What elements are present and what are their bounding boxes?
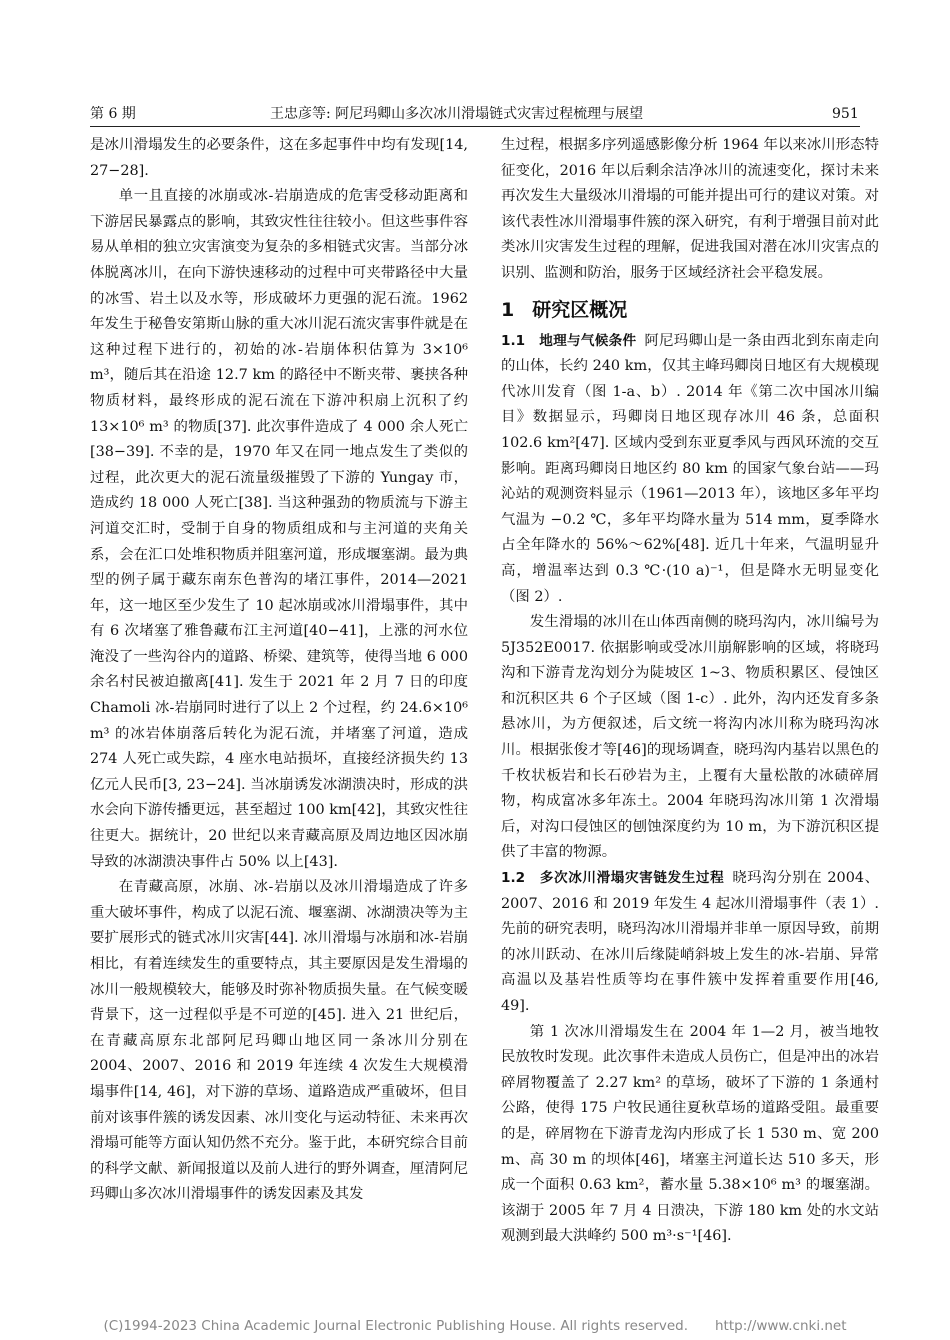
subsection-1-1 xyxy=(501,329,879,611)
subsection-1-2-heading: 1.2 多次冰川滑塌灾害链发生过程 xyxy=(501,870,725,887)
copyright-footer: (C)1994-2023 China Academic Journal Electronic Publishing House. All rights reserved. http://www.cnki.net xyxy=(103,1318,847,1334)
paragraph-right-3: 第 1 次冰川滑塌发生在 2004 年 1—2 月，被当地牧民放牧时发现。此次事件未造成人员伤亡，但是冲出的冰岩碎屑物覆盖了 2.27 km² 的草场，破坏了下游的 1 条通村公路，使得 175 户牧民通往夏秋草场的道路受阻。最重要的是，碎屑物在下游青龙沟内形成了长 1 530 m、宽 200 m、高 30 m 的坝体[46]，堵塞主河道长达 510 多天，形成一个面积 0.63 km²，蓄水量 5.38×10⁶ m³ 的堰塞湖。该湖于 2005 年 7 月 4 日溃决，下游 180 km 处的水文站观测到最大洪峰约 500 m³·s⁻¹[46]. xyxy=(501,1023,879,1245)
paragraph-left-1: 是冰川滑塌发生的必要条件，这在多起事件中均有发现[14, 27−28]. xyxy=(90,137,468,179)
journal-issue: 第 6 期 xyxy=(90,106,136,122)
right-column xyxy=(501,133,879,1250)
subsection-1-2 xyxy=(501,866,879,1020)
subsection-1-2-text: 晓玛沟分别在 2004、2007、2016 和 2019 年发生 4 起冰川滑塌事件（表 1）. 先前的研究表明，晓玛沟冰川滑塌并非单一原因导致，前期的冰川跃动、在冰川后缘陡峭斜坡上发生的冰-岩崩、异常高温以及基岩性质等均在事件簇中发挥着重要作用[46, 49]. xyxy=(501,870,879,1014)
left-column xyxy=(90,133,468,1208)
paragraph-left-2: 单一且直接的冰崩或冰-岩崩造成的危害受移动距离和下游居民暴露点的影响，其致灾性往往较小。但这些事件容易从单相的独立灾害演变为复杂的多相链式灾害。当部分冰体脱离冰川，在向下游快速移动的过程中可夹带路径中大量的冰雪、岩土以及水等，形成破坏力更强的泥石流。1962 年发生于秘鲁安第斯山脉的重大冰川泥石流灾害事件就是在这种过程下进行的，初始的冰-岩崩体积估算为 3×10⁶ m³，随后其在沿途 12.7 km 的路径中不断夹带、裹挟各种物质材料，最终形成的泥石流在下游冲积扇上沉积了约 13×10⁶ m³ 的物质[37]. 此次事件造成了 4 000 余人死亡[38−39]. 不幸的是，1970 年又在同一地点发生了类似的过程，此次更大的泥石流量级摧毁了下游的 Yungay 市，造成约 18 000 人死亡[38]. 当这种强劲的物质流与下游主河道交汇时，受制于自身的物质组成和与主河道的夹角关系，会在汇口处堆积物质并阻塞河道，形成堰塞湖。最为典型的例子属于藏东南东色普沟的堵江事件，2014—2021 年，这一地区至少发生了 10 起冰崩或冰川滑塌事件，其中有 6 次堵塞了雅鲁藏布江主河道[40−41]，上涨的河水位淹没了一些沟谷内的道路、桥梁、建筑等，使得当地 6 000 余名村民被迫撤离[41]. 发生于 2021 年 2 月 7 日的印度 Chamoli 冰-岩崩同时进行了以上 2 个过程，约 24.6×10⁶ m³ 的冰岩体崩落后转化为泥石流，并堵塞了河道，造成 274 人死亡或失踪，4 座水电站损坏，直接经济损失约 13 亿元人民币[3, 23−24]. 当冰崩诱发冰湖溃决时，形成的洪水会向下游传播更远，甚至超过 100 km[42]，其致灾性往往更大。据统计，20 世纪以来青藏高原及周边地区因冰崩导致的冰湖溃决事件占 50% 以上[43]. xyxy=(90,188,468,870)
section-heading-1 xyxy=(501,293,879,327)
section-title: 研究区概况 xyxy=(532,298,628,321)
paragraph-right-1: 生过程，根据多序列遥感影像分析 1964 年以来冰川形态特征变化，2016 年以后剩余洁净冰川的流速变化，探讨未来再次发生大量级冰川滑塌的可能并提出可行的建议对策。对该代表性冰川滑塌事件簇的深入研究，有利于增强目前对此类冰川灾害发生过程的理解，促进我国对潜在冰川灾害点的识别、监测和防治，服务于区域经济社会平稳发展。 xyxy=(501,137,879,281)
header-rule xyxy=(90,126,860,127)
running-title: 王忠彦等: 阿尼玛卿山多次冰川滑塌链式灾害过程梳理与展望 xyxy=(270,106,644,122)
subsection-1-1-heading: 1.1 地理与气候条件 xyxy=(501,332,637,349)
paragraph-left-3: 在青藏高原，冰崩、冰-岩崩以及冰川滑塌造成了许多重大破坏事件，构成了以泥石流、堰塞湖、冰湖溃决等为主要扩展形式的链式冰川灾害[44]. 冰川滑塌与冰崩和冰-岩崩相比，有着连续发生的重要特点，其主要原因是发生滑塌的冰川一般规模较大，能够及时弥补物质损失量。在气候变暖背景下，这一过程似乎是不可逆的[45]. 进入 21 世纪后，在青藏高原东北部阿尼玛卿山地区同一条冰川分别在 2004、2007、2016 和 2019 年连续 4 次发生大规模滑塌事件[14, 46]，对下游的草场、道路造成严重破坏，但目前对该事件簇的诱发因素、冰川变化与运动特征、未来再次滑塌可能等方面认知仍然不充分。鉴于此，本研究综合目前的科学文献、新闻报道以及前人进行的野外调查，厘清阿尼玛卿山多次冰川滑塌事件的诱发因素及其发 xyxy=(90,879,468,1203)
page-number: 951 xyxy=(832,106,859,122)
subsection-1-1-text: 阿尼玛卿山是一条由西北到东南走向的山体，长约 240 km，仅其主峰玛卿岗日地区有大规模现代冰川发育（图 1-a、b）. 2014 年《第二次中国冰川编目》数据显示，玛卿岗日地区现存冰川 46 条，总面积 102.6 km²[47]. 区域内受到东亚夏季风与西风环流的交互影响。距离玛卿岗日地区约 80 km 的国家气象台站——玛沁站的观测资料显示（1961—2013 年），该地区多年平均气温为 −0.2 ℃，多年平均降水量为 514 mm，夏季降水占全年降水的 56%～62%[48]. 近几十年来，气温明显升高，增温率达到 0.3 ℃·(10 a)⁻¹，但是降水无明显变化（图 2）. xyxy=(501,332,879,605)
paragraph-right-2: 发生滑塌的冰川在山体西南侧的晓玛沟内，冰川编号为 5J352E0017. 依据影响或受冰川崩解影响的区域，将晓玛沟和下游青龙沟划分为陡坡区 1~3、物质积累区、侵蚀区和沉积区共 6 个子区域（图 1-c）. 此外，沟内还发育多条悬冰川，为方便叙述，后文统一将沟内冰川称为晓玛沟冰川。根据张俊才等[46]的现场调查，晓玛沟内基岩以黑色的千枚状板岩和长石砂岩为主，上覆有大量松散的冰碛碎屑物，构成富冰多年冻土。2004 年晓玛沟冰川第 1 次滑塌后，对沟口侵蚀区的刨蚀深度约为 10 m，为下游沉积区提供了丰富的物源。 xyxy=(501,614,879,861)
section-number: 1 xyxy=(501,298,515,321)
